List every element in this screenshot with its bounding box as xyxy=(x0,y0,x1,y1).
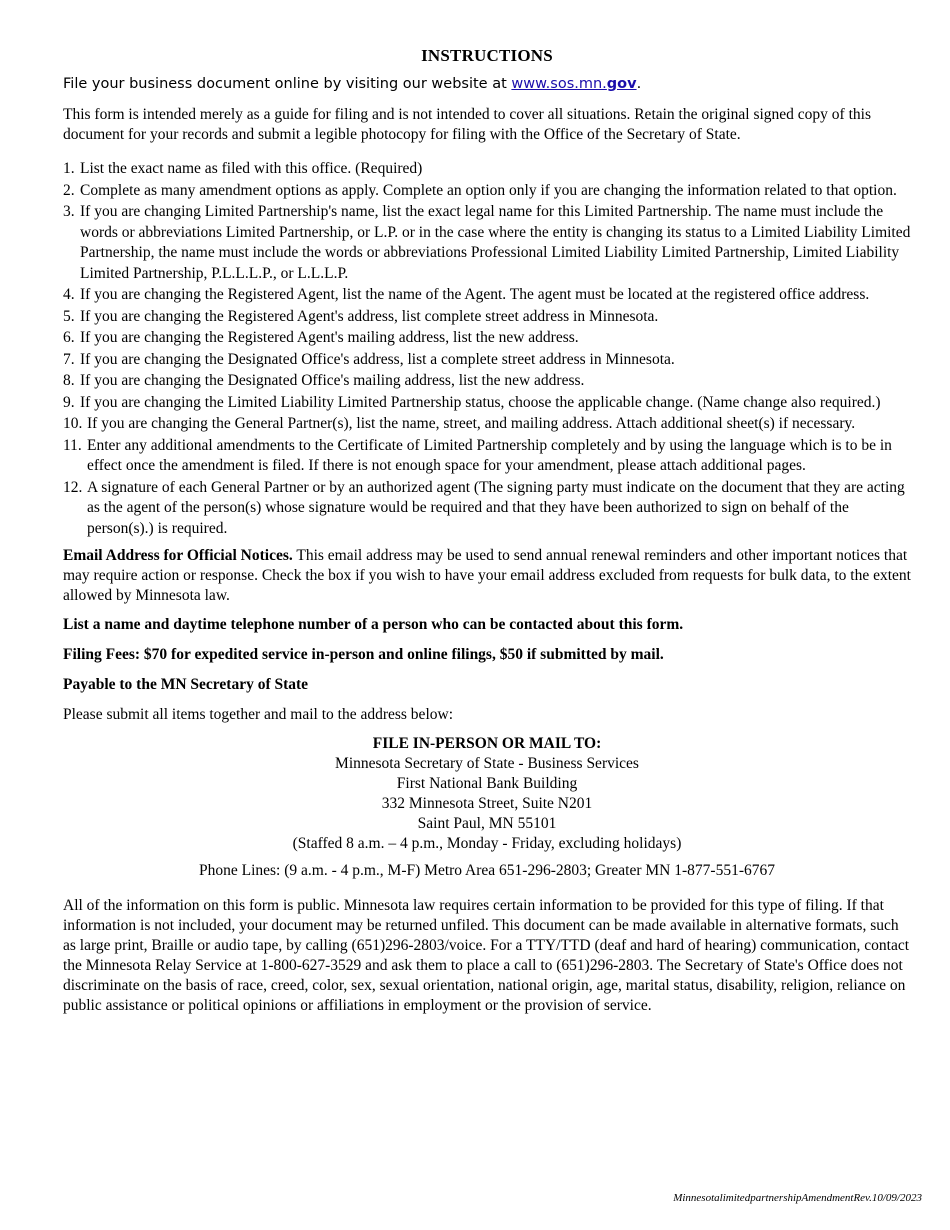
email-notice-heading: Email Address for Official Notices. xyxy=(63,547,293,564)
form-revision-footer: MinnesotalimitedpartnershipAmendmentRev.10/09/2023 xyxy=(673,1192,922,1204)
email-notice-paragraph: Email Address for Official Notices. This email address may be used to send annual renewal reminders and other important notices that may require action or response. Check the box if you wish to have your email address excluded from requests for bulk data, to the extent allowed by Minnesota law. xyxy=(63,547,911,604)
filing-fees: Filing Fees: $70 for expedited service in-person and online filings, $50 if submitted by mail. xyxy=(63,646,664,663)
payable-note: Payable to the MN Secretary of State xyxy=(63,676,309,693)
step-item: 5. If you are changing the Registered Agent's address, list complete street address in Minnesota. xyxy=(63,307,659,325)
address-line: Minnesota Secretary of State - Business Services xyxy=(335,755,639,772)
address-line: Saint Paul, MN 55101 xyxy=(417,815,557,832)
step-item: 4. If you are changing the Registered Agent, list the name of the Agent. The agent must be located at the registered office address. xyxy=(63,286,870,303)
online-prefix: File your business document online by visiting our website at xyxy=(63,76,512,92)
mailing-heading: FILE IN-PERSON OR MAIL TO: xyxy=(372,735,602,752)
step-item: 3. If you are changing Limited Partnership's name, list the exact legal name for this Limited Partnership. The name must include the words or abbreviations Limited Partnership, or L.P. or in the case where the entity is changing its status to a Limited Liability Limited Partnership, the name must include the words or abbreviations Professional Limited Liability Limited Partnership, Limited Liability Limited Partnership, P.L.L.L.P., or L.L.L.P. xyxy=(63,203,911,282)
intro-paragraph: This form is intended merely as a guide for filing and is not intended to cover all situations. Retain the original signed copy of this document for your records and submit a legible photocopy for filing with the Office of the Secretary of State. xyxy=(63,106,871,143)
step-item: 10. If you are changing the General Partner(s), list the name, street, and mailing address. Attach additional sheet(s) if necessary. xyxy=(63,415,856,432)
step-item: 11. Enter any additional amendments to the Certificate of Limited Partnership completely and by using the language which is to be in effect once the amendment is filed. If there is not enough space for your amendment, please attach additional pages. xyxy=(63,436,892,474)
submit-note: Please submit all items together and mail to the address below: xyxy=(63,706,453,723)
online-suffix: . xyxy=(636,76,642,92)
instruction-steps xyxy=(63,159,911,539)
step-item: 2. Complete as many amendment options as apply. Complete an option only if you are changing the information related to that option. xyxy=(63,181,897,199)
website-link[interactable]: www.sos.mn.gov xyxy=(511,76,637,92)
mailing-address-block xyxy=(63,734,911,854)
step-item: 12. A signature of each General Partner or by an authorized agent (The signing party must indicate on the document that they are acting as the agent of the person(s) whose signature would be required and that they have been authorized to sign on behalf of the person(s).) is required. xyxy=(63,478,905,537)
address-line: 332 Minnesota Street, Suite N201 xyxy=(381,795,593,812)
instructions-page xyxy=(63,46,911,1016)
step-item: 1. List the exact name as filed with this office. (Required) xyxy=(63,160,423,177)
contact-note: List a name and daytime telephone number of a person who can be contacted about this form. xyxy=(63,616,684,633)
step-item: 8. If you are changing the Designated Office's mailing address, list the new address. xyxy=(63,372,585,389)
public-notice-paragraph: All of the information on this form is public. Minnesota law requires certain information to be provided for this type of filing. If that information is not included, your document may be returned unfiled. This document can be made available in alternative formats, such as large print, Braille or audio tape, by calling (651)296-2803/voice. For a TTY/TTD (deaf and hard of hearing) communication, contact the Minnesota Relay Service at 1-800-627-3529 and ask them to place a call to (651)296-2803. The Secretary of State's Office does not discriminate on the basis of race, creed, color, sex, sexual orientation, national origin, age, marital status, disability, religion, reliance on public assistance or political opinions or affiliations in employment or the provision of service. xyxy=(63,897,910,1014)
phone-lines: Phone Lines: (9 a.m. - 4 p.m., M-F) Metro Area 651-296-2803; Greater MN 1-877-551-6767 xyxy=(199,862,775,879)
office-hours: (Staffed 8 a.m. – 4 p.m., Monday - Friday, excluding holidays) xyxy=(292,835,682,852)
online-filing-note xyxy=(63,76,911,92)
step-item: 7. If you are changing the Designated Office's address, list a complete street address in Minnesota. xyxy=(63,350,675,368)
step-item: 6. If you are changing the Registered Agent's mailing address, list the new address. xyxy=(63,329,579,346)
step-item: 9. If you are changing the Limited Liability Limited Partnership status, choose the applicable change. (Name change also required.) xyxy=(63,393,881,411)
address-line: First National Bank Building xyxy=(396,775,578,792)
page-title: INSTRUCTIONS xyxy=(421,46,553,65)
